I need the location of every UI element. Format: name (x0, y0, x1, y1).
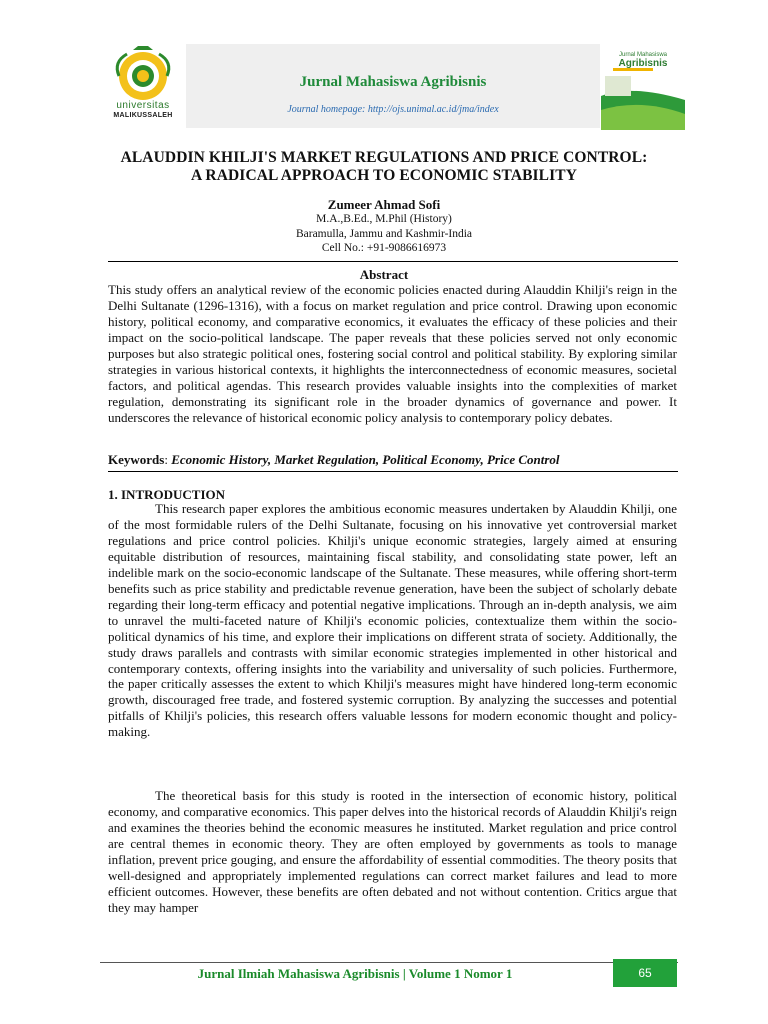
keywords-text: Economic History, Market Regulation, Political Economy, Price Control (171, 452, 560, 467)
journal-cover (601, 44, 685, 130)
abstract-text: This study offers an analytical review of the economic policies enacted during Alauddin Khilji's reign in the Delhi Sultanate (1296-1316), with a focus on market regulation and price control. Drawing upon economic history, political economy, and comparative economics, it evaluates the efficacy of these policies and their impact on the socio-political landscape. The paper reveals that these policies served not only economic purposes but also strategic political ones, fostering social control and political stability. By exploring similar strategies in various historical contexts, it highlights the interconnectedness of economic measures, societal factors, and political agendas. This research provides valuable insights into the complexities of market regulation, demonstrating its significant role in the broader dynamics of governance and power. It underscores the relevance of historical economic policy analysis to contemporary policy debates. (108, 282, 677, 425)
author-phone: Cell No.: +91-9086616973 (321, 242, 447, 254)
cover-title-small: Jurnal Mahasiswa (618, 52, 668, 58)
divider-top (108, 261, 678, 262)
author-location: Baramulla, Jammu and Kashmir-India (295, 228, 473, 240)
intro-paragraph-2: The theoretical basis for this study is rooted in the intersection of economic history, political economy, and comparative economics. This paper delves into the historical records of Alauddin Khilji's reign and examines the theories behind the economic measures he instituted. Market regulation and price control are central themes in economic theory. They are often employed by governments as tools to manage inflation, prevent price gouging, and ensure the affordability of essential commodities. The theory posits that well-designed and appropriately implemented regulations can correct market failures and lead to more efficient outcomes. However, these benefits are often debated and not without contention. Critics argue that they may hamper (108, 788, 677, 915)
intro-paragraph-1: This research paper explores the ambitious economic measures undertaken by Alauddin Khilji, one of the most formidable rulers of the Delhi Sultanate, focusing on his innovative yet controversial market regulations and price control policies. Khilji's unique economic strategies, largely aimed at ensuring equitable distribution of resources, maintaining fiscal stability, and consolidating state power, left an indelible mark on the socio-economic landscape of the Sultanate. These measures, while offering short-term benefits such as price stability and predictable revenue generation, have been the subject of scholarly debate regarding their long-term efficacy and potential negative implications. Through an in-depth analysis, we aim to unravel the multi-faceted nature of Khilji's economic policies, contextualize them within the socio-political dynamics of his time, and explore their implications on different strata of society. Additionally, the study draws parallels and contrasts with similar economic strategies implemented in other historical and contemporary contexts, offering insights into the variability and universality of such policies. Furthermore, the paper critically assesses the extent to which Khilji's measures might have hindered long-term economic growth, discouraged free trade, and fostered systemic corruption. By analyzing the successes and potential pitfalls of Khilji's policies, this research offers valuable lessons for modern economic thought and policy-making. (108, 501, 677, 740)
article-title-line-1: ALAUDDIN KHILJI'S MARKET REGULATIONS AND PRICE CONTROL: (120, 149, 648, 166)
journal-homepage[interactable]: Journal homepage: http://ojs.unimal.ac.id/jma/index (287, 104, 499, 115)
keywords-label: Keywords (108, 452, 165, 467)
footer-divider (100, 962, 678, 963)
article-title-line-2: A RADICAL APPROACH TO ECONOMIC STABILITY (191, 167, 577, 184)
divider-keywords (108, 471, 678, 472)
footer-journal-volume: Jurnal Ilmiah Mahasiswa Agribisnis | Volume 1 Nomor 1 (197, 966, 513, 981)
journal-name: Jurnal Mahasiswa Agribisnis (299, 74, 487, 90)
logo-caption-university: universitas (116, 100, 170, 111)
author-degree: M.A.,B.Ed., M.Phil (History) (316, 213, 452, 225)
cover-title-big: Agribisnis (618, 58, 668, 69)
keywords-separator: : (164, 452, 172, 467)
logo-caption-name: MALIKUSSALEH (113, 112, 173, 119)
keywords-line (108, 452, 678, 468)
section-heading-introduction: 1. INTRODUCTION (108, 487, 226, 502)
page-number: 65 (613, 959, 677, 987)
author-name: Zumeer Ahmad Sofi (327, 197, 441, 212)
abstract-heading: Abstract (359, 267, 409, 282)
